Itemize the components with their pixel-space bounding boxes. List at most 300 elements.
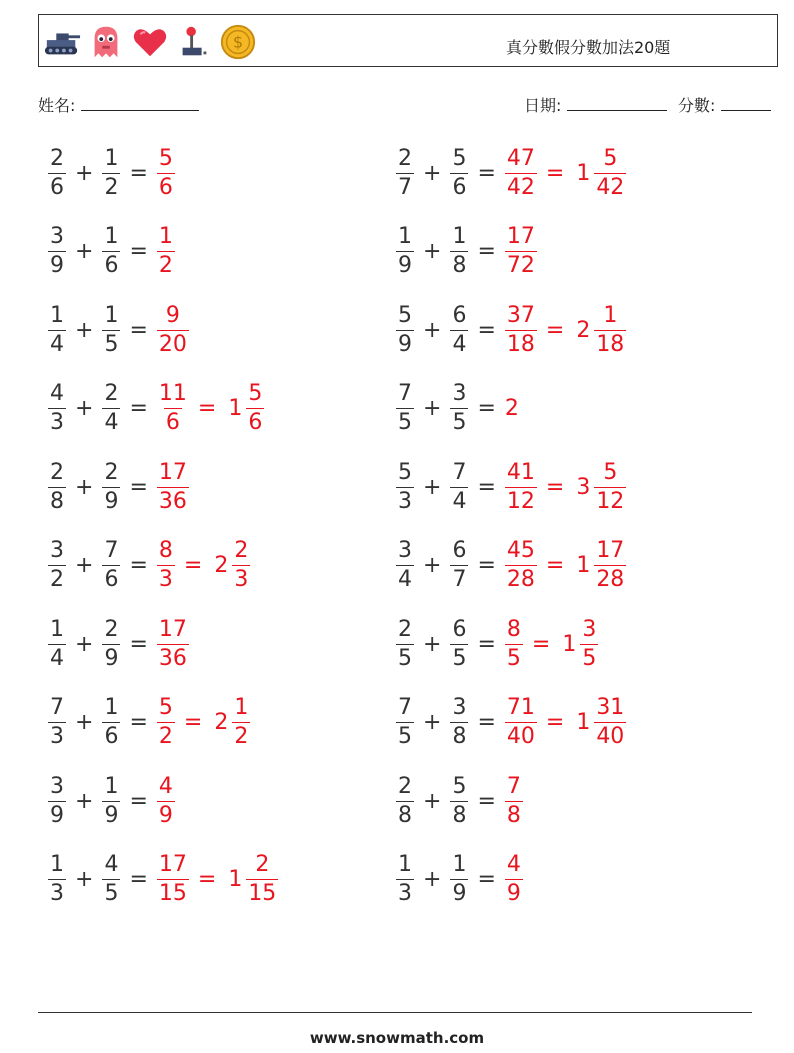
fraction xyxy=(450,302,468,357)
numerator: 8 xyxy=(158,538,173,563)
denominator: 5 xyxy=(506,645,521,671)
denominator: 12 xyxy=(596,488,625,514)
numerator: 41 xyxy=(506,459,535,485)
answer xyxy=(154,854,281,905)
answer xyxy=(154,459,192,514)
denominator: 4 xyxy=(50,645,64,671)
numerator: 6 xyxy=(452,302,467,328)
numerator: 5 xyxy=(248,381,263,406)
problem-row xyxy=(393,691,629,755)
name-label: 姓名: xyxy=(38,96,76,115)
numerator: 5 xyxy=(603,459,618,485)
fraction xyxy=(48,773,66,828)
equals-sign: = xyxy=(129,474,148,500)
plus-sign: + xyxy=(75,160,94,186)
numerator: 1 xyxy=(104,302,119,328)
numerator: 1 xyxy=(452,224,467,249)
denominator: 18 xyxy=(596,331,625,357)
numerator: 2 xyxy=(234,538,249,563)
denominator: 28 xyxy=(506,567,535,592)
numerator: 4 xyxy=(158,773,173,799)
denominator: 9 xyxy=(104,802,119,828)
denominator: 2 xyxy=(104,174,119,200)
mixed-fraction xyxy=(232,697,250,748)
equals-sign: = xyxy=(183,553,203,578)
equals-sign: = xyxy=(545,474,565,500)
plus-sign: + xyxy=(75,631,94,657)
denominator: 3 xyxy=(50,410,64,435)
denominator: 9 xyxy=(104,488,119,514)
fraction xyxy=(396,145,414,200)
numerator: 71 xyxy=(506,695,535,720)
problem-row xyxy=(393,455,629,519)
denominator: 4 xyxy=(104,410,119,435)
fraction xyxy=(505,226,537,277)
equals-sign: = xyxy=(129,631,148,657)
numerator: 37 xyxy=(506,302,535,328)
numerator: 7 xyxy=(398,381,412,406)
denominator: 9 xyxy=(398,253,412,278)
fraction xyxy=(157,540,175,591)
denominator: 9 xyxy=(398,331,412,357)
icon-strip xyxy=(43,22,257,62)
problem-row xyxy=(393,220,540,284)
numerator: 1 xyxy=(234,695,249,720)
date-field xyxy=(524,93,667,116)
ghost-icon xyxy=(87,23,125,61)
plus-sign: + xyxy=(75,396,94,421)
fraction xyxy=(48,226,66,277)
fraction xyxy=(102,145,120,200)
numerator: 3 xyxy=(50,538,64,563)
denominator: 6 xyxy=(50,174,64,200)
numerator: 5 xyxy=(158,695,173,720)
denominator: 5 xyxy=(104,881,119,906)
fraction xyxy=(450,697,468,748)
denominator: 40 xyxy=(506,724,535,749)
answer xyxy=(502,773,526,828)
problem-row xyxy=(45,220,178,284)
mixed-whole: 2 xyxy=(214,553,229,578)
problem-row xyxy=(393,534,629,598)
answer xyxy=(154,302,192,357)
mixed-whole: 1 xyxy=(228,396,243,421)
problem-row xyxy=(45,612,192,676)
numerator: 7 xyxy=(452,459,467,485)
fraction xyxy=(48,383,66,434)
equals-sign: = xyxy=(477,474,496,500)
denominator: 2 xyxy=(158,724,173,749)
answer xyxy=(502,854,526,905)
numerator: 1 xyxy=(452,852,467,877)
mixed-fraction xyxy=(232,540,250,591)
equals-sign: = xyxy=(129,396,148,421)
problem-row xyxy=(45,455,192,519)
denominator: 4 xyxy=(50,331,64,357)
fraction xyxy=(450,616,468,671)
fraction xyxy=(102,226,120,277)
denominator: 5 xyxy=(398,410,412,435)
numerator: 4 xyxy=(50,381,64,406)
fraction xyxy=(157,697,175,748)
score-field xyxy=(678,93,771,116)
denominator: 6 xyxy=(158,174,173,200)
problem-row xyxy=(45,769,178,833)
denominator: 6 xyxy=(248,410,263,435)
numerator: 17 xyxy=(596,538,625,563)
denominator: 8 xyxy=(506,802,521,828)
coin-icon xyxy=(219,23,257,61)
denominator: 6 xyxy=(104,567,119,592)
denominator: 42 xyxy=(506,174,535,200)
denominator: 7 xyxy=(398,174,412,200)
mixed-fraction xyxy=(246,383,264,434)
numerator: 2 xyxy=(104,459,119,485)
denominator: 4 xyxy=(398,567,412,592)
numerator: 47 xyxy=(506,145,535,171)
fraction xyxy=(48,459,66,514)
numerator: 1 xyxy=(50,302,64,328)
denominator: 9 xyxy=(50,253,64,278)
denominator: 9 xyxy=(158,802,173,828)
plus-sign: + xyxy=(75,474,94,500)
numerator: 5 xyxy=(452,145,467,171)
denominator: 9 xyxy=(104,645,119,671)
plus-sign: + xyxy=(423,788,442,814)
equals-sign: = xyxy=(129,317,148,343)
answer xyxy=(502,396,519,421)
problem-row xyxy=(393,612,601,676)
numerator: 1 xyxy=(50,852,64,877)
mixed-fraction xyxy=(594,302,626,357)
numerator: 2 xyxy=(50,459,64,485)
fraction xyxy=(48,540,66,591)
numerator: 4 xyxy=(506,852,521,877)
fraction xyxy=(450,383,468,434)
mixed-fraction xyxy=(594,145,626,200)
numerator: 8 xyxy=(506,616,521,642)
svg-text:$: $ xyxy=(232,32,244,52)
numerator: 45 xyxy=(506,538,535,563)
fraction xyxy=(102,773,120,828)
denominator: 7 xyxy=(452,567,467,592)
score-label: 分數: xyxy=(678,96,716,115)
fraction xyxy=(157,459,189,514)
fraction xyxy=(48,697,66,748)
plus-sign: + xyxy=(423,474,442,500)
numerator: 1 xyxy=(50,616,64,642)
numerator: 2 xyxy=(104,381,119,406)
plus-sign: + xyxy=(423,160,442,186)
fraction xyxy=(505,145,537,200)
fraction xyxy=(157,773,175,828)
fraction xyxy=(450,540,468,591)
answer xyxy=(154,773,178,828)
worksheet-header xyxy=(38,14,778,67)
equals-sign: = xyxy=(477,867,496,892)
equals-sign: = xyxy=(197,396,217,421)
numerator: 1 xyxy=(398,224,412,249)
numerator: 17 xyxy=(158,852,187,877)
equals-sign: = xyxy=(477,239,496,264)
equals-sign: = xyxy=(129,160,148,186)
denominator: 18 xyxy=(506,331,535,357)
numerator: 5 xyxy=(398,459,412,485)
plus-sign: + xyxy=(75,710,94,735)
fraction xyxy=(450,459,468,514)
denominator: 3 xyxy=(50,881,64,906)
mixed-whole: 1 xyxy=(576,710,591,735)
numerator: 6 xyxy=(452,538,467,563)
numerator: 1 xyxy=(158,224,173,249)
numerator: 4 xyxy=(104,852,119,877)
numerator: 9 xyxy=(165,302,180,328)
fraction xyxy=(505,697,537,748)
denominator: 3 xyxy=(158,567,173,592)
answer xyxy=(154,616,192,671)
fraction xyxy=(396,302,414,357)
numerator: 3 xyxy=(452,381,467,406)
equals-sign: = xyxy=(129,710,148,735)
mixed-whole: 1 xyxy=(562,631,577,657)
plus-sign: + xyxy=(75,553,94,578)
fraction xyxy=(102,459,120,514)
answer xyxy=(154,383,267,434)
denominator: 5 xyxy=(104,331,119,357)
fraction xyxy=(396,459,414,514)
fraction xyxy=(102,697,120,748)
problem-row xyxy=(45,848,281,912)
numerator: 7 xyxy=(104,538,119,563)
denominator: 8 xyxy=(398,802,412,828)
numerator: 17 xyxy=(506,224,535,249)
denominator: 9 xyxy=(506,881,521,906)
equals-sign: = xyxy=(477,553,496,578)
equals-sign: = xyxy=(477,396,496,421)
problem-row xyxy=(45,141,178,205)
problem-row xyxy=(393,769,526,833)
denominator: 6 xyxy=(452,174,467,200)
denominator: 4 xyxy=(452,488,467,514)
worksheet-title: 真分數假分數加法20題 xyxy=(506,38,671,57)
denominator: 5 xyxy=(398,724,412,749)
fraction xyxy=(48,854,66,905)
equals-sign: = xyxy=(531,631,551,657)
numerator: 7 xyxy=(398,695,412,720)
denominator: 8 xyxy=(452,724,467,749)
equals-sign: = xyxy=(129,867,148,892)
plus-sign: + xyxy=(75,867,94,892)
fraction xyxy=(450,773,468,828)
denominator: 6 xyxy=(104,253,119,278)
denominator: 8 xyxy=(50,488,64,514)
plus-sign: + xyxy=(423,553,442,578)
fraction xyxy=(450,854,468,905)
denominator: 5 xyxy=(452,645,467,671)
plus-sign: + xyxy=(423,317,442,343)
numerator: 5 xyxy=(452,773,467,799)
fraction xyxy=(396,383,414,434)
numerator: 5 xyxy=(158,145,173,171)
numerator: 2 xyxy=(104,616,119,642)
numerator: 1 xyxy=(104,145,119,171)
footer-rule xyxy=(38,1012,752,1013)
numerator: 7 xyxy=(50,695,64,720)
fraction xyxy=(505,540,537,591)
numerator: 2 xyxy=(398,773,412,799)
numerator: 1 xyxy=(398,852,412,877)
fraction xyxy=(102,616,120,671)
plus-sign: + xyxy=(423,710,442,735)
denominator: 9 xyxy=(452,881,467,906)
equals-sign: = xyxy=(129,239,148,264)
fraction xyxy=(396,616,414,671)
fraction xyxy=(505,459,537,514)
fraction xyxy=(396,773,414,828)
footer-url: www.snowmath.com xyxy=(309,1029,485,1047)
numerator: 17 xyxy=(158,459,187,485)
numerator: 5 xyxy=(603,145,618,171)
problem-row xyxy=(393,298,629,362)
equals-sign: = xyxy=(545,160,565,186)
problem-row xyxy=(393,141,629,205)
problem-row xyxy=(45,377,267,441)
mixed-whole: 1 xyxy=(576,553,591,578)
numerator: 6 xyxy=(452,616,467,642)
fraction xyxy=(48,145,66,200)
plus-sign: + xyxy=(423,239,442,264)
denominator: 15 xyxy=(158,881,187,906)
mixed-fraction xyxy=(246,854,278,905)
numerator: 1 xyxy=(104,773,119,799)
equals-sign: = xyxy=(197,867,217,892)
plus-sign: + xyxy=(75,788,94,814)
denominator: 3 xyxy=(398,488,412,514)
numerator: 2 xyxy=(398,145,412,171)
answer xyxy=(154,540,253,591)
problem-row xyxy=(45,298,192,362)
numerator: 3 xyxy=(582,616,597,642)
plus-sign: + xyxy=(423,396,442,421)
equals-sign: = xyxy=(477,788,496,814)
numerator: 3 xyxy=(50,773,64,799)
denominator: 5 xyxy=(398,645,412,671)
denominator: 36 xyxy=(158,645,187,671)
problem-row xyxy=(393,377,519,441)
denominator: 15 xyxy=(248,881,277,906)
answer xyxy=(502,540,629,591)
answer xyxy=(502,459,629,514)
fraction xyxy=(450,226,468,277)
tank-icon xyxy=(43,23,81,61)
fraction xyxy=(48,302,66,357)
fraction xyxy=(505,854,523,905)
numerator: 1 xyxy=(104,695,119,720)
fraction xyxy=(396,697,414,748)
equals-sign: = xyxy=(129,788,148,814)
numerator: 3 xyxy=(398,538,412,563)
fraction xyxy=(102,540,120,591)
mixed-whole: 3 xyxy=(576,474,591,500)
fraction xyxy=(396,854,414,905)
mixed-whole: 1 xyxy=(576,160,591,186)
numerator: 2 xyxy=(50,145,64,171)
numerator: 5 xyxy=(398,302,412,328)
equals-sign: = xyxy=(183,710,203,735)
numerator: 11 xyxy=(158,381,187,406)
fraction xyxy=(505,616,523,671)
equals-sign: = xyxy=(545,317,565,343)
name-blank[interactable] xyxy=(81,95,199,111)
plus-sign: + xyxy=(423,631,442,657)
mixed-whole: 2 xyxy=(214,710,229,735)
plus-sign: + xyxy=(75,317,94,343)
mixed-fraction xyxy=(594,459,626,514)
date-label: 日期: xyxy=(524,96,562,115)
fraction xyxy=(396,226,414,277)
fraction xyxy=(102,302,120,357)
denominator: 28 xyxy=(596,567,625,592)
denominator: 4 xyxy=(452,331,467,357)
answer xyxy=(502,226,540,277)
equals-sign: = xyxy=(477,710,496,735)
mixed-fraction xyxy=(594,540,626,591)
fraction xyxy=(505,302,537,357)
denominator: 3 xyxy=(234,567,249,592)
mixed-fraction xyxy=(594,697,626,748)
answer xyxy=(502,145,629,200)
fraction xyxy=(396,540,414,591)
numerator: 7 xyxy=(506,773,521,799)
mixed-whole: 1 xyxy=(228,867,243,892)
fraction xyxy=(157,616,189,671)
fraction xyxy=(157,302,189,357)
numerator: 3 xyxy=(50,224,64,249)
denominator: 5 xyxy=(452,410,467,435)
fraction xyxy=(157,145,175,200)
date-blank[interactable] xyxy=(567,95,667,111)
joystick-icon xyxy=(175,23,213,61)
denominator: 40 xyxy=(596,724,625,749)
equals-sign: = xyxy=(129,553,148,578)
denominator: 8 xyxy=(452,802,467,828)
problem-row xyxy=(393,848,526,912)
fraction xyxy=(450,145,468,200)
fraction xyxy=(48,616,66,671)
answer xyxy=(502,616,601,671)
numerator: 2 xyxy=(255,852,270,877)
answer xyxy=(502,697,629,748)
equals-sign: = xyxy=(477,317,496,343)
fraction xyxy=(157,226,175,277)
score-blank[interactable] xyxy=(721,95,771,111)
numerator: 1 xyxy=(104,224,119,249)
numerator: 2 xyxy=(398,616,412,642)
problem-row xyxy=(45,534,253,598)
name-field xyxy=(38,93,199,116)
equals-sign: = xyxy=(545,553,565,578)
denominator: 42 xyxy=(596,174,625,200)
denominator: 5 xyxy=(582,645,597,671)
equals-sign: = xyxy=(545,710,565,735)
denominator: 3 xyxy=(50,724,64,749)
denominator: 12 xyxy=(506,488,535,514)
numerator: 1 xyxy=(603,302,618,328)
heart-icon xyxy=(131,23,169,61)
denominator: 9 xyxy=(50,802,64,828)
numerator: 31 xyxy=(596,695,625,720)
plus-sign: + xyxy=(75,239,94,264)
